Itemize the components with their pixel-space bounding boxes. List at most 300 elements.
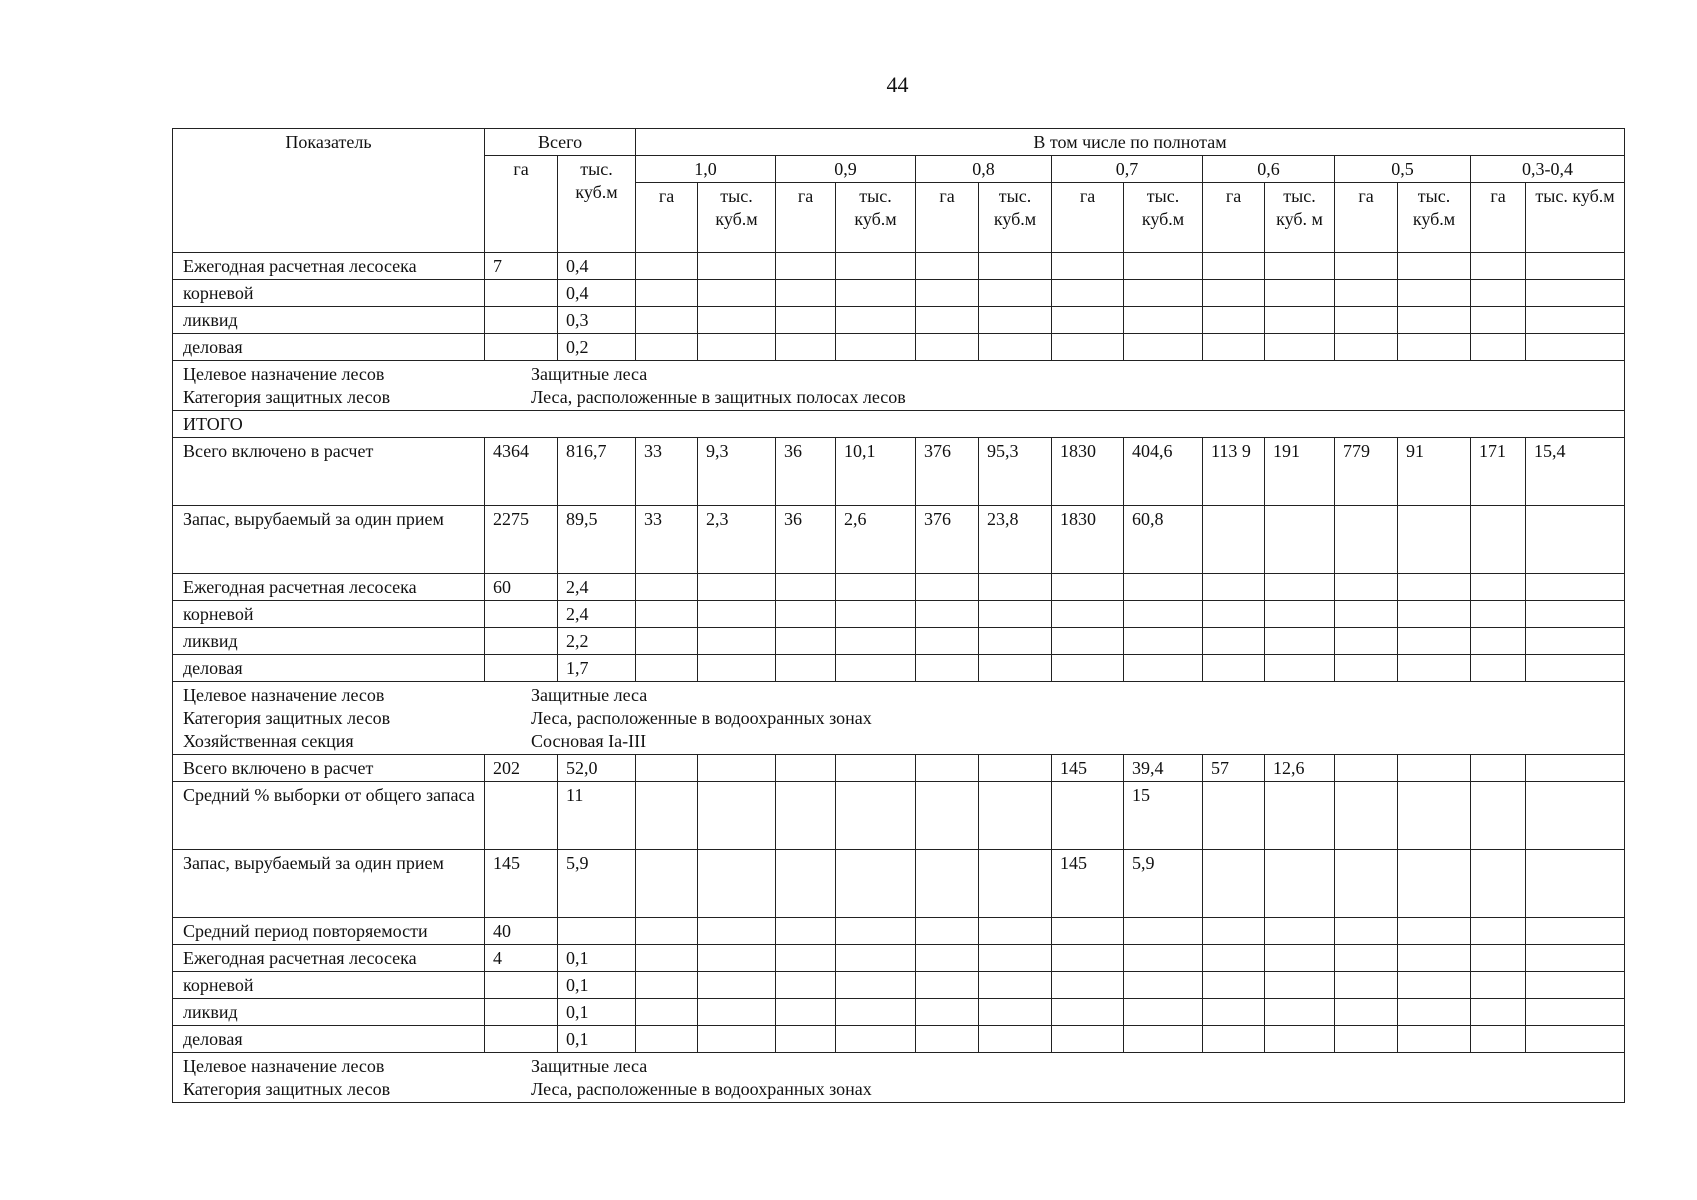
info-value: Леса, расположенные в водоохранных зонах (531, 708, 872, 728)
table-cell (979, 972, 1052, 999)
table-cell (1124, 628, 1203, 655)
table-row (173, 628, 1625, 655)
table-cell (1052, 334, 1124, 361)
table-cell (1124, 253, 1203, 280)
header-total: Всего (485, 129, 636, 156)
table-cell (698, 945, 776, 972)
table-cell (1471, 307, 1526, 334)
row-label: корневой (173, 280, 485, 307)
table-cell: 15 (1124, 782, 1203, 850)
header-density-0-5: 0,5 (1335, 156, 1471, 183)
table-cell (1265, 574, 1335, 601)
info-label: Целевое назначение лесов (183, 364, 385, 384)
table-cell (485, 280, 558, 307)
table-cell (1398, 945, 1471, 972)
table-cell (1526, 334, 1625, 361)
section-title: ИТОГО (173, 411, 1625, 438)
table-cell (636, 1026, 698, 1053)
row-label: Средний % выборки от общего запаса (173, 782, 485, 850)
table-cell (836, 999, 916, 1026)
table-cell (1265, 334, 1335, 361)
table-cell (1398, 782, 1471, 850)
table-cell (485, 655, 558, 682)
info-label: Целевое назначение лесов (183, 1056, 385, 1076)
table-cell (1203, 506, 1265, 574)
header-density-1-0: 1,0 (636, 156, 776, 183)
table-cell (698, 918, 776, 945)
header-unit-vol: тыс. куб.м (1124, 183, 1203, 253)
table-cell (1052, 918, 1124, 945)
table-cell (636, 945, 698, 972)
table-cell (916, 999, 979, 1026)
info-line (183, 730, 1620, 753)
table-cell (1052, 999, 1124, 1026)
table-cell (836, 628, 916, 655)
table-cell (698, 782, 776, 850)
table-cell (1398, 850, 1471, 918)
table-cell: 40 (485, 918, 558, 945)
row-label: деловая (173, 1026, 485, 1053)
info-value: Защитные леса (531, 1056, 648, 1076)
header-unit-vol: тыс. куб.м (836, 183, 916, 253)
table-cell: 816,7 (558, 438, 636, 506)
table-cell (1052, 972, 1124, 999)
table-cell (1052, 782, 1124, 850)
table-cell (1265, 506, 1335, 574)
table-cell (1471, 601, 1526, 628)
table-cell (916, 601, 979, 628)
table-cell (1398, 334, 1471, 361)
table-row (173, 506, 1625, 574)
table-cell (776, 601, 836, 628)
table-cell: 0,4 (558, 280, 636, 307)
table-row (173, 1026, 1625, 1053)
table-cell (979, 782, 1052, 850)
table-cell (636, 850, 698, 918)
header-unit-vol: тыс. куб.м (698, 183, 776, 253)
info-cell (173, 682, 1625, 755)
table-cell (979, 755, 1052, 782)
table-cell (1124, 601, 1203, 628)
table-cell (636, 574, 698, 601)
table-cell (916, 334, 979, 361)
table-cell (636, 307, 698, 334)
header-total-vol: тыс. куб.м (558, 156, 636, 253)
table-cell (1471, 850, 1526, 918)
section-row (173, 411, 1625, 438)
table-cell (1265, 782, 1335, 850)
table-cell (1203, 628, 1265, 655)
table-cell: 10,1 (836, 438, 916, 506)
table-cell (1124, 334, 1203, 361)
table-cell (1265, 280, 1335, 307)
table-cell (979, 655, 1052, 682)
table-cell: 15,4 (1526, 438, 1625, 506)
table-cell (1052, 280, 1124, 307)
table-cell (636, 999, 698, 1026)
table-cell: 33 (636, 438, 698, 506)
table-cell (1398, 601, 1471, 628)
table-cell (698, 280, 776, 307)
table-cell: 11 (558, 782, 636, 850)
table-cell: 2,4 (558, 574, 636, 601)
table-cell (1398, 628, 1471, 655)
table-cell (1335, 334, 1398, 361)
table-cell (836, 918, 916, 945)
header-unit-ha: га (1471, 183, 1526, 253)
header-density-0-7: 0,7 (1052, 156, 1203, 183)
table-cell (698, 628, 776, 655)
table-cell (698, 655, 776, 682)
table-cell: 7 (485, 253, 558, 280)
table-cell: 12,6 (1265, 755, 1335, 782)
table-cell (1526, 655, 1625, 682)
table-row (173, 334, 1625, 361)
header-unit-vol: тыс. куб. м (1265, 183, 1335, 253)
table-cell (1335, 628, 1398, 655)
table-cell: 89,5 (558, 506, 636, 574)
table-cell (1052, 253, 1124, 280)
table-cell (1526, 253, 1625, 280)
table-cell (1526, 755, 1625, 782)
table-cell (698, 755, 776, 782)
table-cell: 0,4 (558, 253, 636, 280)
table-cell (1471, 972, 1526, 999)
table-cell (1526, 999, 1625, 1026)
table-cell: 0,1 (558, 999, 636, 1026)
table-cell: 1,7 (558, 655, 636, 682)
table-cell (1398, 506, 1471, 574)
table-cell (916, 1026, 979, 1053)
header-unit-ha: га (1052, 183, 1124, 253)
table-cell (485, 999, 558, 1026)
table-cell (916, 655, 979, 682)
table-cell (1471, 574, 1526, 601)
table-cell (776, 1026, 836, 1053)
table-cell: 95,3 (979, 438, 1052, 506)
table-body (173, 253, 1625, 1103)
table-cell (1203, 918, 1265, 945)
table-cell (1265, 945, 1335, 972)
header-unit-ha: га (1335, 183, 1398, 253)
table-cell (1335, 655, 1398, 682)
table-cell (698, 601, 776, 628)
table-cell (1526, 574, 1625, 601)
table-cell (636, 918, 698, 945)
table-cell (776, 972, 836, 999)
table-row (173, 253, 1625, 280)
table-cell (1335, 755, 1398, 782)
info-row (173, 1053, 1625, 1103)
info-line (183, 386, 1620, 409)
table-cell (1335, 782, 1398, 850)
table-cell: 0,1 (558, 972, 636, 999)
table-cell (1124, 655, 1203, 682)
table-cell (1398, 755, 1471, 782)
table-cell (1203, 253, 1265, 280)
table-cell: 0,2 (558, 334, 636, 361)
table-cell (979, 1026, 1052, 1053)
table-cell (916, 850, 979, 918)
table-cell (485, 628, 558, 655)
table-cell (1526, 601, 1625, 628)
table-cell (1526, 782, 1625, 850)
table-cell (836, 945, 916, 972)
table-cell: 9,3 (698, 438, 776, 506)
table-cell: 4364 (485, 438, 558, 506)
table-cell (698, 1026, 776, 1053)
table-cell (1203, 601, 1265, 628)
table-cell (1203, 1026, 1265, 1053)
info-line (183, 684, 1620, 707)
table-cell (1471, 755, 1526, 782)
table-cell (636, 601, 698, 628)
table-cell: 1830 (1052, 438, 1124, 506)
header-density-0-3-0-4: 0,3-0,4 (1471, 156, 1625, 183)
table-cell (836, 334, 916, 361)
table-cell (1335, 850, 1398, 918)
table-cell (776, 755, 836, 782)
info-label: Категория защитных лесов (183, 387, 391, 407)
table-cell (1203, 782, 1265, 850)
info-value: Защитные леса (531, 685, 648, 705)
table-cell (776, 918, 836, 945)
table-cell (916, 253, 979, 280)
table-cell (836, 574, 916, 601)
table-cell (1471, 945, 1526, 972)
row-label: Ежегодная расчетная лесосека (173, 945, 485, 972)
table-cell (1471, 918, 1526, 945)
table-row (173, 999, 1625, 1026)
table-cell (916, 280, 979, 307)
table-cell: 202 (485, 755, 558, 782)
table-cell (636, 253, 698, 280)
table-cell (1398, 655, 1471, 682)
table-cell (1124, 918, 1203, 945)
table-cell: 2275 (485, 506, 558, 574)
table-cell: 57 (1203, 755, 1265, 782)
table-cell: 404,6 (1124, 438, 1203, 506)
header-density-0-9: 0,9 (776, 156, 916, 183)
table-cell: 23,8 (979, 506, 1052, 574)
table-cell (979, 945, 1052, 972)
table-cell (1471, 253, 1526, 280)
header-row-1 (173, 129, 1625, 156)
table-cell (836, 307, 916, 334)
table-cell (1124, 307, 1203, 334)
table-cell (1471, 280, 1526, 307)
table-row (173, 438, 1625, 506)
table-cell (836, 972, 916, 999)
table-cell (836, 782, 916, 850)
info-line (183, 1078, 1620, 1101)
table-row (173, 972, 1625, 999)
table-cell (636, 280, 698, 307)
header-by-density: В том числе по полнотам (636, 129, 1625, 156)
table-row (173, 782, 1625, 850)
table-cell (636, 782, 698, 850)
table-row (173, 655, 1625, 682)
table-cell: 191 (1265, 438, 1335, 506)
table-cell (1335, 1026, 1398, 1053)
table-cell: 2,3 (698, 506, 776, 574)
table-cell (1052, 1026, 1124, 1053)
row-label: Запас, вырубаемый за один прием (173, 506, 485, 574)
info-line (183, 1055, 1620, 1078)
table-cell: 171 (1471, 438, 1526, 506)
table-cell (1398, 574, 1471, 601)
table-cell (485, 1026, 558, 1053)
table-cell (1124, 999, 1203, 1026)
table-cell (1526, 307, 1625, 334)
header-total-ha: га (485, 156, 558, 253)
info-cell (173, 1053, 1625, 1103)
table-cell (1335, 945, 1398, 972)
table-cell (1052, 628, 1124, 655)
table-cell (1052, 945, 1124, 972)
table-cell (1265, 999, 1335, 1026)
table-cell (558, 918, 636, 945)
table-cell (916, 918, 979, 945)
table-cell: 2,6 (836, 506, 916, 574)
table-cell (1265, 972, 1335, 999)
table-cell (1398, 253, 1471, 280)
table-cell: 2,4 (558, 601, 636, 628)
table-cell (1526, 280, 1625, 307)
row-label: Средний период повторяемости (173, 918, 485, 945)
header-density-0-8: 0,8 (916, 156, 1052, 183)
header-density-0-6: 0,6 (1203, 156, 1335, 183)
table-cell (776, 334, 836, 361)
table-cell (1335, 918, 1398, 945)
table-cell (1398, 918, 1471, 945)
table-cell (698, 999, 776, 1026)
table-cell (1052, 655, 1124, 682)
table-cell (776, 999, 836, 1026)
table-cell (1265, 601, 1335, 628)
table-cell (1124, 574, 1203, 601)
table-cell (1203, 850, 1265, 918)
header-indicator: Показатель (173, 129, 485, 253)
table-cell (1335, 253, 1398, 280)
table-cell: 376 (916, 506, 979, 574)
header-unit-vol: тыс. куб.м (1398, 183, 1471, 253)
info-row (173, 361, 1625, 411)
table-cell (979, 280, 1052, 307)
table-row (173, 850, 1625, 918)
table-cell (1335, 280, 1398, 307)
header-unit-ha: га (636, 183, 698, 253)
table-cell (916, 628, 979, 655)
table-cell (485, 972, 558, 999)
table-cell: 60 (485, 574, 558, 601)
table-cell (1471, 334, 1526, 361)
header-unit-ha: га (916, 183, 979, 253)
table-cell: 145 (485, 850, 558, 918)
table-cell (1526, 918, 1625, 945)
table-cell (1471, 655, 1526, 682)
table-cell (836, 850, 916, 918)
table-cell (1471, 1026, 1526, 1053)
row-label: Ежегодная расчетная лесосека (173, 574, 485, 601)
table-cell (836, 601, 916, 628)
table-cell (698, 574, 776, 601)
table-cell (979, 601, 1052, 628)
table-cell (1335, 601, 1398, 628)
info-label: Целевое назначение лесов (183, 685, 385, 705)
table-cell (636, 628, 698, 655)
table-cell (1124, 972, 1203, 999)
table-cell (1471, 782, 1526, 850)
table-cell (979, 307, 1052, 334)
table-cell (1265, 307, 1335, 334)
table-cell: 5,9 (1124, 850, 1203, 918)
table-cell (1124, 945, 1203, 972)
table-cell (916, 307, 979, 334)
table-cell (1265, 655, 1335, 682)
table-cell (636, 972, 698, 999)
table-cell (776, 628, 836, 655)
table-cell (1203, 334, 1265, 361)
table-cell (1203, 307, 1265, 334)
table-cell (776, 253, 836, 280)
table-cell (916, 755, 979, 782)
table-cell (1471, 506, 1526, 574)
table-row (173, 574, 1625, 601)
table-cell: 0,3 (558, 307, 636, 334)
table-cell (1526, 1026, 1625, 1053)
table-cell (636, 334, 698, 361)
table-cell (1471, 628, 1526, 655)
table-cell (636, 755, 698, 782)
table-row (173, 280, 1625, 307)
row-label: корневой (173, 972, 485, 999)
row-label: деловая (173, 655, 485, 682)
table-cell: 2,2 (558, 628, 636, 655)
info-label: Хозяйственная секция (183, 731, 354, 751)
row-label: деловая (173, 334, 485, 361)
header-unit-vol: тыс. куб.м (1526, 183, 1625, 253)
info-value: Леса, расположенные в защитных полосах лесов (531, 387, 906, 407)
table-cell (836, 1026, 916, 1053)
table-cell (1265, 1026, 1335, 1053)
row-label: Всего включено в расчет (173, 755, 485, 782)
table-cell (1335, 999, 1398, 1026)
table-cell (1526, 628, 1625, 655)
table-cell (979, 334, 1052, 361)
table-cell (1265, 628, 1335, 655)
info-cell (173, 361, 1625, 411)
table-cell (485, 334, 558, 361)
table-cell (1265, 850, 1335, 918)
table-cell (1265, 253, 1335, 280)
table-cell (1124, 280, 1203, 307)
info-label: Категория защитных лесов (183, 1079, 391, 1099)
header-unit-vol: тыс. куб.м (979, 183, 1052, 253)
table-cell (1398, 1026, 1471, 1053)
table-cell: 0,1 (558, 945, 636, 972)
table-cell (1203, 655, 1265, 682)
table-cell (916, 945, 979, 972)
table-cell: 113 9 (1203, 438, 1265, 506)
table-cell: 0,1 (558, 1026, 636, 1053)
table-cell: 5,9 (558, 850, 636, 918)
table-cell (1052, 574, 1124, 601)
table-cell (636, 655, 698, 682)
table-cell (1471, 999, 1526, 1026)
table-cell (916, 972, 979, 999)
header-unit-ha: га (1203, 183, 1265, 253)
